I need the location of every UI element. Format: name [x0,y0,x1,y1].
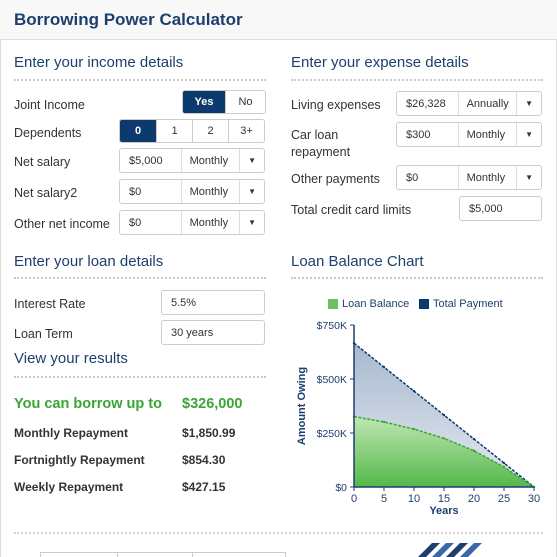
living-expenses-input[interactable]: $26,328 [397,92,459,115]
fortnightly-repayment-label: Fortnightly Repayment [14,453,145,467]
car-loan-field [396,122,542,147]
x-tick-label: 30 [527,493,541,505]
dependents-1[interactable]: 1 [156,120,192,142]
weekly-repayment-value: $427.15 [182,480,226,494]
app-title: Borrowing Power Calculator [14,10,243,29]
y-tick-label: $750K [316,320,347,332]
dependents-0[interactable]: 0 [120,120,156,142]
caret-down-icon[interactable]: ▼ [525,130,534,139]
credit-card-limits-label: Total credit card limits [291,203,412,217]
loan-divider [14,277,266,279]
y-tick-label: $250K [316,428,347,440]
dependents-toggle [119,119,265,143]
legend-label-loan-balance: Loan Balance [342,298,410,310]
car-loan-label-line2: repayment [291,145,351,159]
dependents-2[interactable]: 2 [192,120,228,142]
net-salary-input[interactable]: $5,000 [120,149,182,172]
total-payment-point [383,366,385,368]
other-payments-frequency[interactable]: Monthly [459,166,518,189]
loan-term-label: Loan Term [14,327,73,341]
loan-term-input[interactable]: 30 years [161,320,265,345]
total-payment-point [443,414,445,416]
legend-total-payment [419,298,503,310]
car-loan-input[interactable]: $300 [397,123,459,146]
chart-divider [291,277,543,279]
fortnightly-repayment-value: $854.30 [182,453,226,467]
monthly-repayment-value: $1,850.99 [182,426,236,440]
net-salary2-input[interactable]: $0 [120,180,182,203]
legend-label-total-payment: Total Payment [433,298,503,310]
living-expenses-frequency[interactable]: Annually [459,92,518,115]
y-axis-label: Amount Owing [296,366,308,446]
dependents-label: Dependents [14,126,82,140]
other-net-income-input[interactable]: $0 [120,211,182,234]
caret-down-icon[interactable]: ▼ [525,99,534,108]
income-divider [14,79,266,81]
borrow-amount-value: $326,000 [182,396,243,412]
monthly-repayment-label: Monthly Repayment [14,426,129,440]
net-salary-field [119,148,265,173]
credit-card-limits-input[interactable]: $5,000 [459,196,542,221]
expense-divider [291,79,543,81]
y-tick-label: $0 [335,482,347,494]
net-salary2-label: Net salary2 [14,186,78,200]
car-loan-frequency[interactable]: Monthly [459,123,518,146]
footer-button-group [40,552,286,557]
loan-balance-point [383,421,385,423]
joint-income-toggle [182,90,266,114]
chart-section-title: Loan Balance Chart [291,253,424,270]
dependents-3-plus[interactable]: 3+ [228,120,264,142]
interest-rate-label: Interest Rate [14,297,86,311]
caret-down-icon[interactable]: ▼ [248,156,257,165]
other-net-income-field [119,210,265,235]
legend-swatch-loan-balance [328,299,338,309]
car-loan-label-line1: Car loan [291,128,339,142]
loan-balance-point [443,437,445,439]
brand-logo-icon [418,543,488,557]
x-tick-label: 15 [437,493,451,505]
results-divider [14,376,266,378]
x-axis-label: Years [429,505,459,514]
joint-income-no[interactable]: No [225,91,265,113]
expense-section-title: Enter your expense details [291,54,469,71]
other-net-income-frequency[interactable]: Monthly [182,211,241,234]
x-tick-label: 0 [350,493,358,505]
other-payments-label: Other payments [291,172,380,186]
other-net-income-label: Other net income [14,217,110,231]
living-expenses-label: Living expenses [291,98,381,112]
interest-rate-input[interactable]: 5.5% [161,290,265,315]
results-section-title: View your results [14,350,128,367]
other-payments-input[interactable]: $0 [397,166,459,189]
x-tick-label: 5 [380,493,388,505]
loan-balance-point [473,450,475,452]
borrow-amount-label: You can borrow up to [14,396,162,412]
joint-income-yes[interactable]: Yes [183,91,225,113]
x-tick-label: 20 [467,493,481,505]
x-tick-label: 10 [407,493,421,505]
loan-balance-point [413,428,415,430]
legend-loan-balance [328,298,409,310]
loan-balance-point [503,466,505,468]
legend-swatch-total-payment [419,299,429,309]
other-payments-field [396,165,542,190]
total-payment-point [473,438,475,440]
net-salary-label: Net salary [14,155,71,169]
footer-divider [14,532,543,534]
loan-section-title: Enter your loan details [14,253,164,270]
weekly-repayment-label: Weekly Repayment [14,480,124,494]
y-tick-label: $500K [316,374,347,386]
living-expenses-field [396,91,542,116]
income-section-title: Enter your income details [14,54,184,71]
caret-down-icon[interactable]: ▼ [525,173,534,182]
caret-down-icon[interactable]: ▼ [248,187,257,196]
x-tick-label: 25 [497,493,511,505]
net-salary-frequency[interactable]: Monthly [182,149,241,172]
net-salary2-frequency[interactable]: Monthly [182,180,241,203]
net-salary2-field [119,179,265,204]
joint-income-label: Joint Income [14,98,85,112]
loan-balance-chart [290,314,552,514]
caret-down-icon[interactable]: ▼ [248,218,257,227]
total-payment-point [413,390,415,392]
total-payment-point [503,462,505,464]
title-bar [0,0,557,40]
